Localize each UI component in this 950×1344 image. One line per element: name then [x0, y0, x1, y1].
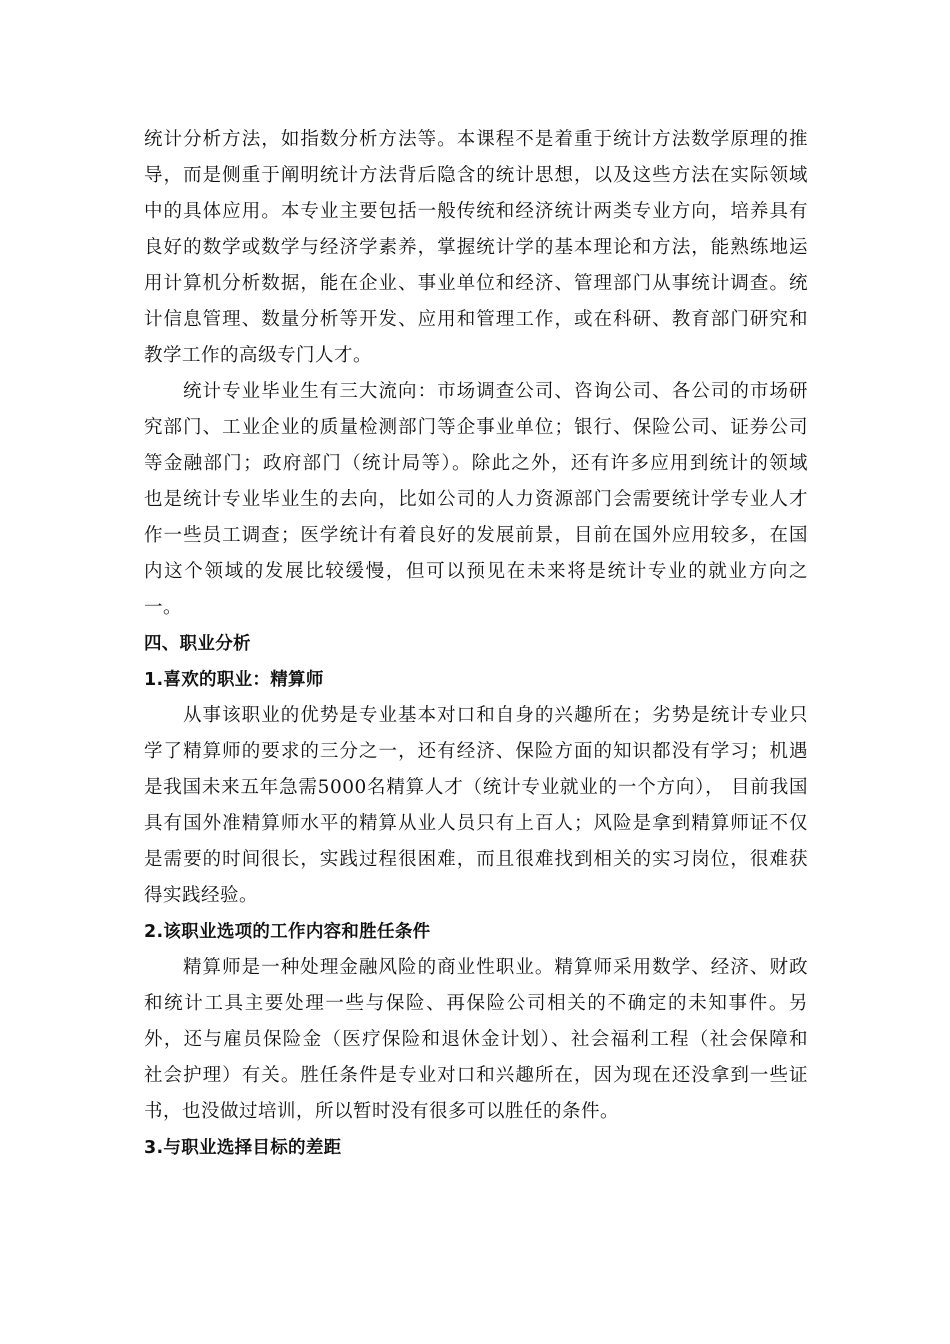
subheading-favorite-career: 1.喜欢的职业：精算师 — [144, 670, 324, 690]
text-line: 计信息管理、数量分析等开发、应用和管理工作，或在科研、教育部门研究和 — [144, 309, 808, 330]
paragraph-statistics-course — [144, 122, 808, 374]
text-line: 社会护理）有关。胜任条件是专业对口和兴趣所在，因为现在还没拿到一些证 — [144, 1065, 808, 1086]
paragraph-actuary-description — [144, 950, 808, 1130]
text-line: 和统计工具主要处理一些与保险、再保险公司相关的不确定的未知事件。另 — [144, 993, 808, 1014]
section-heading-career-analysis: 四、职业分析 — [144, 634, 251, 654]
text-line: 用计算机分析数据，能在企业、事业单位和经济、管理部门从事统计调查。统 — [144, 273, 808, 294]
text-line: 良好的数学或数学与经济学素养，掌握统计学的基本理论和方法，能熟练地运 — [144, 237, 808, 258]
text-line: 一。 — [144, 597, 183, 618]
subheading-job-content: 2.该职业选项的工作内容和胜任条件 — [144, 922, 431, 942]
text-line: 书，也没做过培训，所以暂时没有很多可以胜任的条件。 — [144, 1101, 620, 1122]
text-line: 作一些员工调查；医学统计有着良好的发展前景，目前在国外应用较多，在国 — [144, 525, 808, 546]
text-line: 中的具体应用。本专业主要包括一般传统和经济统计两类专业方向，培养具有 — [144, 201, 808, 222]
subheading-career-gap: 3.与职业选择目标的差距 — [144, 1138, 342, 1158]
text-line: 内这个领域的发展比较缓慢，但可以预见在未来将是统计专业的就业方向之 — [144, 561, 808, 582]
text-line: 精算师是一种处理金融风险的商业性职业。精算师采用数学、经济、财政 — [183, 957, 808, 978]
paragraph-graduate-directions — [144, 374, 808, 626]
text-line: 教学工作的高级专门人才。 — [144, 345, 373, 366]
text-line: 具有国外准精算师水平的精算从业人员只有上百人；风险是拿到精算师证不仅 — [144, 813, 808, 834]
text-line: 学了精算师的要求的三分之一，还有经济、保险方面的知识都没有学习；机遇 — [144, 741, 808, 762]
text-line: 也是统计专业毕业生的去向，比如公司的人力资源部门会需要统计学专业人才 — [144, 489, 808, 510]
text-line: 是我国未来五年急需5000名精算人才（统计专业就业的一个方向）， 目前我国 — [144, 777, 808, 798]
text-line: 统计分析方法，如指数分析方法等。本课程不是着重于统计方法数学原理的推 — [144, 129, 808, 150]
text-line: 究部门、工业企业的质量检测部门等企事业单位；银行、保险公司、证券公司 — [144, 417, 808, 438]
text-line: 等金融部门；政府部门（统计局等）。除此之外，还有许多应用到统计的领域 — [144, 453, 808, 474]
text-line: 统计专业毕业生有三大流向：市场调查公司、咨询公司、各公司的市场研 — [183, 381, 808, 402]
document-page — [144, 122, 808, 1166]
text-line: 导，而是侧重于阐明统计方法背后隐含的统计思想，以及这些方法在实际领域 — [144, 165, 808, 186]
text-line: 是需要的时间很长，实践过程很困难，而且很难找到相关的实习岗位，很难获 — [144, 849, 808, 870]
text-line: 得实践经验。 — [144, 885, 259, 906]
text-line: 从事该职业的优势是专业基本对口和自身的兴趣所在；劣势是统计专业只 — [183, 705, 808, 726]
paragraph-swot-analysis — [144, 698, 808, 914]
text-line: 外，还与雇员保险金（医疗保险和退休金计划）、社会福利工程（社会保障和 — [144, 1029, 808, 1050]
